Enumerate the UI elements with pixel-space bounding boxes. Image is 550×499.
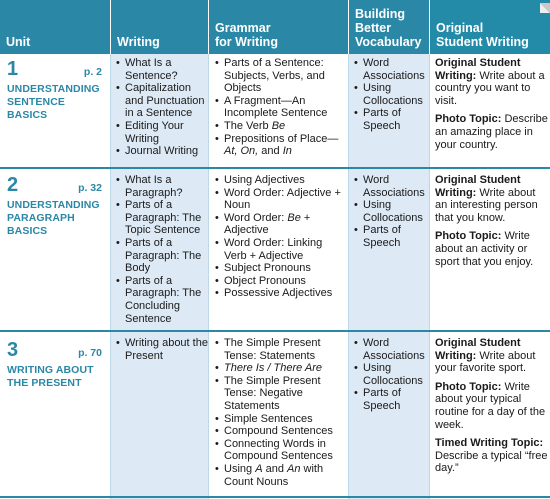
row-separator (0, 330, 550, 332)
grammar-item-text: Be (271, 119, 286, 132)
writing-topic-text: Describe an amazing place in your country. (435, 113, 548, 151)
grammar-item (224, 337, 347, 362)
list-item: • What Is a Sentence? (125, 57, 208, 82)
grammar-item-text: Possessive Adjectives (224, 287, 333, 300)
list-item: • Parts of a Paragraph: The Body (125, 237, 208, 275)
writing-topic (435, 381, 548, 431)
grammar-item (224, 425, 347, 438)
grammar-item (224, 262, 347, 275)
header-writing (111, 0, 208, 54)
grammar-item-text: At, On, (224, 145, 259, 158)
original-writing-cell (435, 57, 548, 157)
writing-topic-label: Photo Topic: (435, 113, 502, 126)
writing-topic (435, 437, 548, 475)
col-divider (429, 54, 430, 499)
grammar-item (224, 413, 347, 426)
grammar-item (224, 95, 347, 120)
unit-page[interactable]: p. 32 (78, 182, 102, 194)
unit-number: 3 (7, 339, 19, 361)
list-item: • Capitalization and Punctuation in a Sentence (125, 82, 208, 120)
grammar-item-text: Prepositions of Place— (224, 132, 339, 145)
corner-tab-decoration (540, 0, 550, 10)
header-unit-label: Unit (6, 35, 31, 49)
unit-number: 2 (7, 174, 19, 196)
grammar-item-text: with Count Nouns (224, 462, 324, 488)
unit-title-line: PARAGRAPH (7, 212, 75, 224)
unit-cell (7, 340, 108, 390)
list-item: • Word Associations (363, 174, 428, 199)
row-separator (0, 496, 550, 498)
grammar-cell (213, 174, 347, 300)
list-item: • Parts of Speech (363, 224, 428, 249)
unit-title-line: UNDERSTANDING (7, 199, 100, 211)
unit-title (7, 83, 108, 122)
writing-topic-label: Original Student Writing: (435, 337, 521, 362)
original-writing-cell (435, 174, 548, 274)
grammar-item (224, 275, 347, 288)
grammar-item-text: and (258, 145, 283, 158)
unit-title-line: BASICS (7, 225, 48, 237)
list-item: • Parts of Speech (363, 387, 428, 412)
grammar-item-text: There Is / There Are (224, 362, 323, 375)
grammar-item-text: The Verb (224, 119, 272, 132)
vocabulary-cell (352, 57, 428, 133)
grammar-item-text: Using (224, 462, 256, 475)
list-item: • Parts of a Paragraph: The Concluding Sentence (125, 275, 208, 325)
header-vocabulary-line2: Better (355, 21, 392, 35)
grammar-item-text: A (255, 462, 263, 475)
unit-title (7, 199, 108, 238)
list-item: • Parts of Speech (363, 107, 428, 132)
writing-topic (435, 337, 548, 375)
grammar-item (224, 120, 347, 133)
grammar-item (224, 375, 347, 413)
list-item: • Journal Writing (125, 145, 208, 158)
grammar-cell (213, 337, 347, 488)
grammar-item (224, 133, 347, 158)
writing-topic-text: Write about a country you want to visit. (435, 69, 545, 107)
unit-cell (7, 175, 108, 238)
writing-cell (114, 337, 208, 362)
header-vocabulary-line1: Building (355, 7, 405, 21)
writing-topic-label: Photo Topic: (435, 230, 502, 243)
list-item: • What Is a Paragraph? (125, 174, 208, 199)
list-item: • Using Collocations (363, 199, 428, 224)
grammar-item-text: Word Order: Adjective + Noun (224, 186, 341, 212)
grammar-item-text: Parts of a Sentence: Subjects, Verbs, and Objects (224, 57, 325, 95)
writing-topic (435, 174, 548, 224)
header-grammar (209, 0, 348, 54)
header-original-line2: Student Writing (436, 35, 529, 49)
grammar-item (224, 438, 347, 463)
header-grammar-line2: for Writing (215, 35, 278, 49)
header-original-line1: Original (436, 21, 484, 35)
grammar-item-text: Connecting Words in Compound Sentences (224, 437, 333, 463)
grammar-item-text: + Adjective (224, 211, 311, 237)
writing-topic-label: Photo Topic: (435, 380, 502, 393)
grammar-item-text: and (262, 462, 287, 475)
writing-topic-label: Original Student Writing: (435, 174, 521, 199)
grammar-item-text: Word Order: (224, 211, 288, 224)
grammar-item-text: The Simple Present Tense: Negative Statements (224, 374, 321, 412)
grammar-item (224, 212, 347, 237)
unit-number: 1 (7, 58, 19, 80)
writing-topic (435, 57, 548, 107)
unit-title-line: UNDERSTANDING (7, 83, 100, 95)
header-original (430, 0, 550, 54)
unit-cell (7, 59, 108, 122)
unit-title-line: WRITING ABOUT (7, 364, 94, 376)
list-item: • Using Collocations (363, 82, 428, 107)
writing-topic-label: Original Student Writing: (435, 57, 521, 82)
unit-title (7, 364, 108, 390)
grammar-item-text: Object Pronouns (224, 274, 306, 287)
grammar-item-text: Subject Pronouns (224, 262, 311, 275)
writing-topic (435, 230, 548, 268)
vocabulary-cell (352, 337, 428, 413)
list-item: • Using Collocations (363, 362, 428, 387)
writing-topic (435, 113, 548, 151)
header-vocabulary-line3: Vocabulary (355, 35, 422, 49)
list-item: • Word Associations (363, 337, 428, 362)
grammar-item (224, 57, 347, 95)
list-item: • Parts of a Paragraph: The Topic Sentence (125, 199, 208, 237)
grammar-item (224, 362, 347, 375)
list-item: • Editing Your Writing (125, 120, 208, 145)
list-item: • Word Associations (363, 57, 428, 82)
vocabulary-cell (352, 174, 428, 250)
grammar-item (224, 463, 347, 488)
writing-topic-text: Write about an interesting person that you know. (435, 186, 538, 224)
header-grammar-line1: Grammar (215, 21, 271, 35)
grammar-item-text: The Simple Present Tense: Statements (224, 337, 321, 362)
writing-topic-text: Describe a typical “free day.” (435, 449, 548, 475)
unit-page[interactable]: p. 70 (78, 347, 102, 359)
grammar-item-text: Compound Sentences (224, 425, 333, 438)
header-vocabulary (349, 0, 429, 54)
grammar-item-text: A Fragment—An Incomplete Sentence (224, 94, 328, 120)
writing-topic-text: Write about your typical routine for a day of the week. (435, 380, 546, 431)
grammar-item (224, 287, 347, 300)
col-divider (348, 54, 349, 499)
grammar-item-text: Be (287, 211, 301, 224)
unit-title-line: THE PRESENT (7, 377, 82, 389)
unit-page[interactable]: p. 2 (83, 66, 102, 78)
unit-title-line: SENTENCE BASICS (7, 96, 65, 121)
grammar-item-text: In (282, 145, 292, 158)
writing-cell (114, 57, 208, 158)
grammar-cell (213, 57, 347, 158)
grammar-item-text: Using Adjectives (224, 174, 305, 186)
list-item: • Writing about the Present (125, 337, 208, 362)
writing-topic-text: Write about an activity or sport that you enjoy. (435, 230, 534, 268)
grammar-item (224, 174, 347, 187)
writing-topic-label: Timed Writing Topic: (435, 437, 544, 450)
grammar-item-text: Simple Sentences (224, 412, 313, 425)
header-unit (0, 0, 110, 54)
grammar-item (224, 237, 347, 262)
writing-cell (114, 174, 208, 325)
writing-topic-text: Write about your favorite sport. (435, 349, 536, 375)
col-divider (110, 54, 111, 499)
row-separator (0, 167, 550, 169)
header-writing-label: Writing (117, 35, 160, 49)
grammar-item-text: Word Order: Linking Verb + Adjective (224, 236, 323, 262)
grammar-item-text: An (287, 462, 301, 475)
grammar-item (224, 187, 347, 212)
col-divider (208, 54, 209, 499)
original-writing-cell (435, 337, 548, 481)
